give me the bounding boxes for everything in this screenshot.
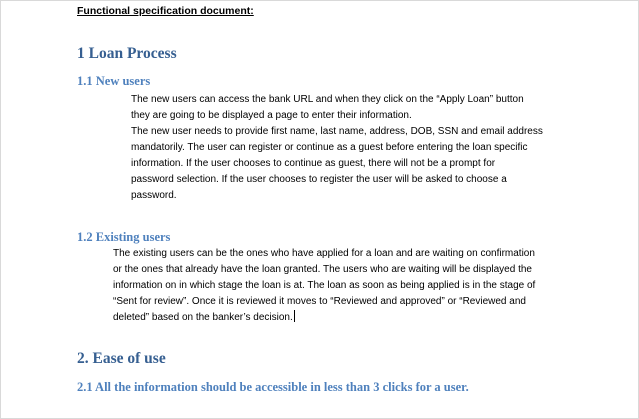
text-cursor [294, 310, 295, 322]
paragraph-line: or the ones that already have the loan granted. The users who are waiting will be displayed the [113, 264, 532, 275]
subsection-heading-existing-users: 1.2 Existing users [77, 230, 171, 244]
paragraph-line: The new users can access the bank URL and when they click on the “Apply Loan” button [131, 94, 524, 105]
paragraph-line: they are going to be displayed a page to enter their information. [131, 110, 412, 121]
subsection-heading-new-users: 1.1 New users [77, 74, 151, 88]
existing-users-paragraph[interactable] [113, 246, 535, 326]
section-heading-loan-process: 1 Loan Process [77, 45, 177, 62]
document-title: Functional specification document: [77, 5, 254, 17]
paragraph-line: mandatorily. The user can register or continue as a guest before entering the loan specific [131, 142, 528, 153]
paragraph-line-text: deleted” based on the banker’s decision. [113, 312, 293, 323]
paragraph-line: password. [131, 190, 177, 201]
paragraph-line: “Sent for review”. Once it is reviewed it moves to “Reviewed and approved” or “Reviewed and [113, 296, 526, 307]
paragraph-line: password selection. If the user chooses to register the user will be asked to choose a [131, 174, 507, 185]
section-heading-ease-of-use: 2. Ease of use [77, 350, 166, 367]
new-users-paragraph[interactable] [131, 92, 543, 204]
paragraph-line: The existing users can be the ones who have applied for a loan and are waiting on confirmation [113, 248, 535, 259]
subsection-heading-accessibility: 2.1 All the information should be accessible in less than 3 clicks for a user. [77, 380, 469, 394]
paragraph-line-last [113, 310, 535, 326]
paragraph-line: information on in which stage the loan is at. The loan as soon as being applied is in the stage of [113, 280, 536, 291]
paragraph-line: The new user needs to provide first name, last name, address, DOB, SSN and email address [131, 126, 543, 137]
paragraph-line: information. If the user chooses to continue as guest, there will not be a prompt for [131, 158, 496, 169]
